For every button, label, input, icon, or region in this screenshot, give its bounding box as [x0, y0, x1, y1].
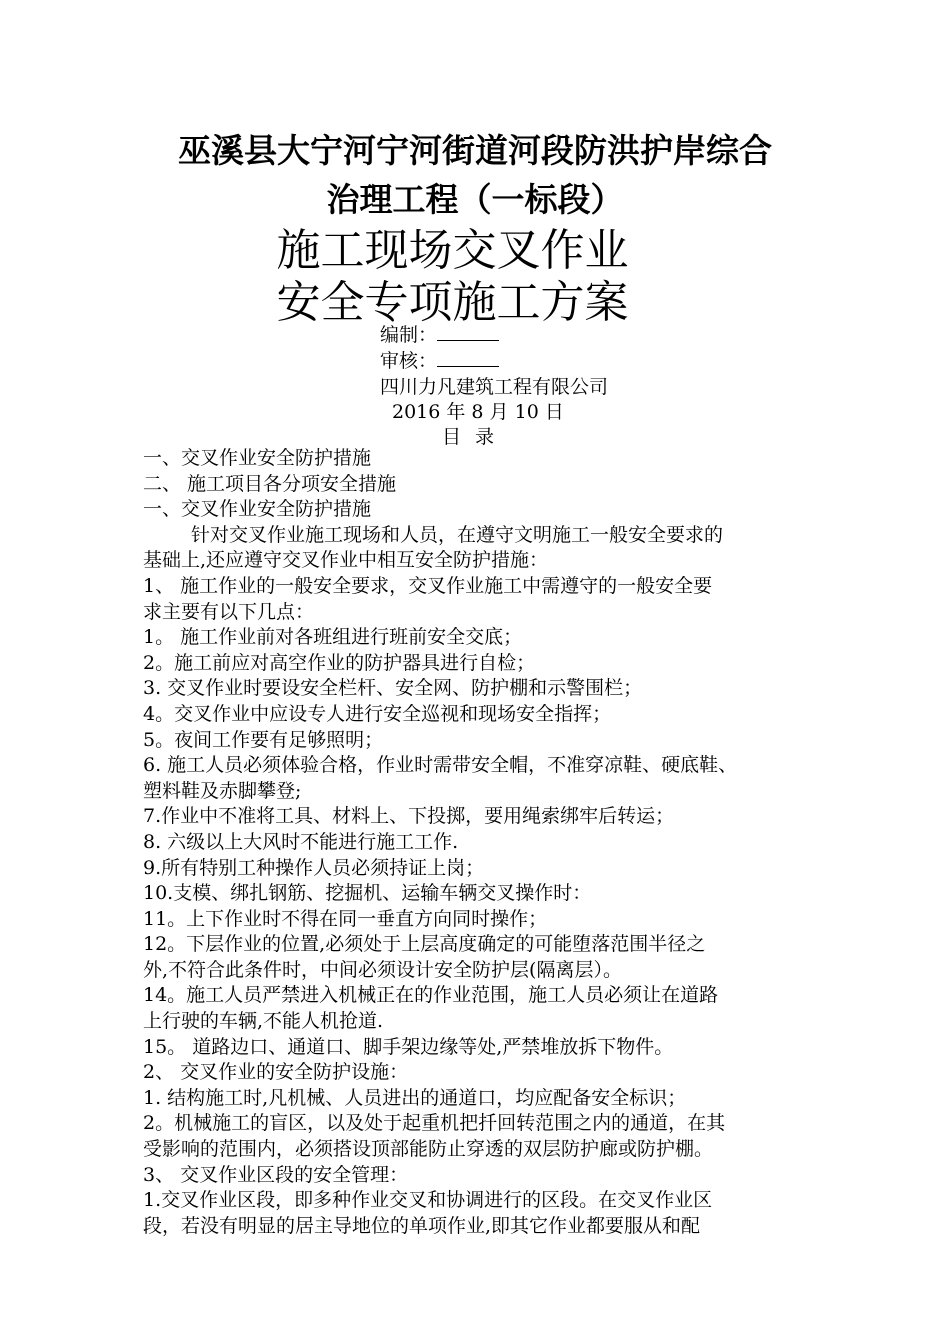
paragraph-line: 求主要有以下几点： [143, 600, 315, 623]
list-item: 2。机械施工的盲区，以及处于起重机把扦回转范围之内的通道，在其 [143, 1112, 726, 1135]
list-item: 1.交叉作业区段，即多种作业交叉和协调进行的区段。在交叉作业区 [143, 1189, 713, 1212]
list-item: 外,不符合此条件时，中间必须设计安全防护层(隔离层）。 [143, 958, 622, 981]
reviewed-by-row [380, 348, 499, 374]
list-item: 段，若没有明显的居主导地位的单项作业,即其它作业都要服从和配 [143, 1214, 701, 1237]
toc-item: 二、 施工项目各分项安全措施 [143, 472, 397, 495]
reviewed-by-blank [437, 350, 499, 367]
paragraph-line: 针对交叉作业施工现场和人员，在遵守文明施工一般安全要求的 [191, 523, 724, 546]
list-item: 10.支模、绑扎钢筋、挖掘机、运输车辆交叉操作时： [143, 882, 592, 905]
toc-item: 一、交叉作业安全防护措施 [143, 447, 372, 469]
paragraph-line: 基础上,还应遵守交叉作业中相互安全防护措施： [143, 549, 549, 572]
list-item: 11。上下作业时不得在同一垂直方向同时操作； [143, 907, 548, 930]
subsection-heading: 1、 施工作业的一般安全要求，交叉作业施工中需遵守的一般安全要 [143, 574, 713, 597]
list-item: 12。下层作业的位置,必须处于上层高度确定的可能堕落范围半径之 [143, 933, 706, 956]
plan-title-line-1: 施工现场交叉作业 [276, 225, 629, 276]
project-title-line-1: 巫溪县大宁河宁河街道河段防洪护岸综合 [178, 131, 772, 170]
list-item: 1。 施工作业前对各班组进行班前安全交底； [143, 626, 523, 649]
compiled-by-label: 编制： [380, 324, 438, 346]
reviewed-by-label: 审核： [380, 350, 438, 372]
list-item: 6. 施工人员必须体验合格，作业时需带安全帽，不准穿凉鞋、硬底鞋、 [143, 754, 738, 777]
list-item: 7.作业中不准将工具、材料上、下投掷，要用绳索绑牢后转运； [143, 805, 675, 828]
project-title-line-2: 治理工程（一标段） [326, 180, 624, 219]
list-item: 3. 交叉作业时要设安全栏杆、安全网、防护棚和示警围栏； [143, 677, 643, 700]
subsection-heading: 2、 交叉作业的安全防护设施： [143, 1061, 409, 1084]
list-item: 塑料鞋及赤脚攀登; [143, 779, 302, 802]
list-item: 9.所有特别工种操作人员必须持证上岗； [143, 856, 485, 879]
section-heading: 一、交叉作业安全防护措施 [143, 498, 372, 521]
document-body [143, 446, 833, 1239]
subsection-heading: 3、 交叉作业区段的安全管理： [143, 1163, 409, 1186]
compiled-by-blank [437, 324, 499, 341]
plan-title-line-2: 安全专项施工方案 [276, 277, 629, 328]
list-item: 受影响的范围内，必须搭设顶部能防止穿透的双层防护廊或防护棚。 [143, 1138, 714, 1161]
list-item: 上行驶的车辆,不能人机抢道. [143, 1010, 384, 1033]
list-item: 14。施工人员严禁进入机械正在的作业范围，施工人员必须让在道路 [143, 984, 719, 1007]
list-item: 4。交叉作业中应设专人进行安全巡视和现场安全指挥； [143, 702, 612, 725]
company-name: 四川力凡建筑工程有限公司 [380, 376, 609, 398]
compiled-by-row [380, 322, 499, 348]
list-item: 8. 六级以上大风时不能进行施工工作. [143, 830, 459, 853]
list-item: 1. 结构施工时,凡机械、人员进出的通道口，均应配备安全标识； [143, 1086, 687, 1109]
list-item: 15。 道路边口、通道口、脚手架边缘等处,严禁堆放拆下物件。 [143, 1035, 674, 1058]
list-item: 2。施工前应对高空作业的防护器具进行自检； [143, 651, 536, 674]
toc-heading: 目录 [441, 426, 508, 448]
document-date: 2016 年 8 月 10 日 [392, 401, 564, 423]
list-item: 5。夜间工作要有足够照明； [143, 728, 384, 751]
